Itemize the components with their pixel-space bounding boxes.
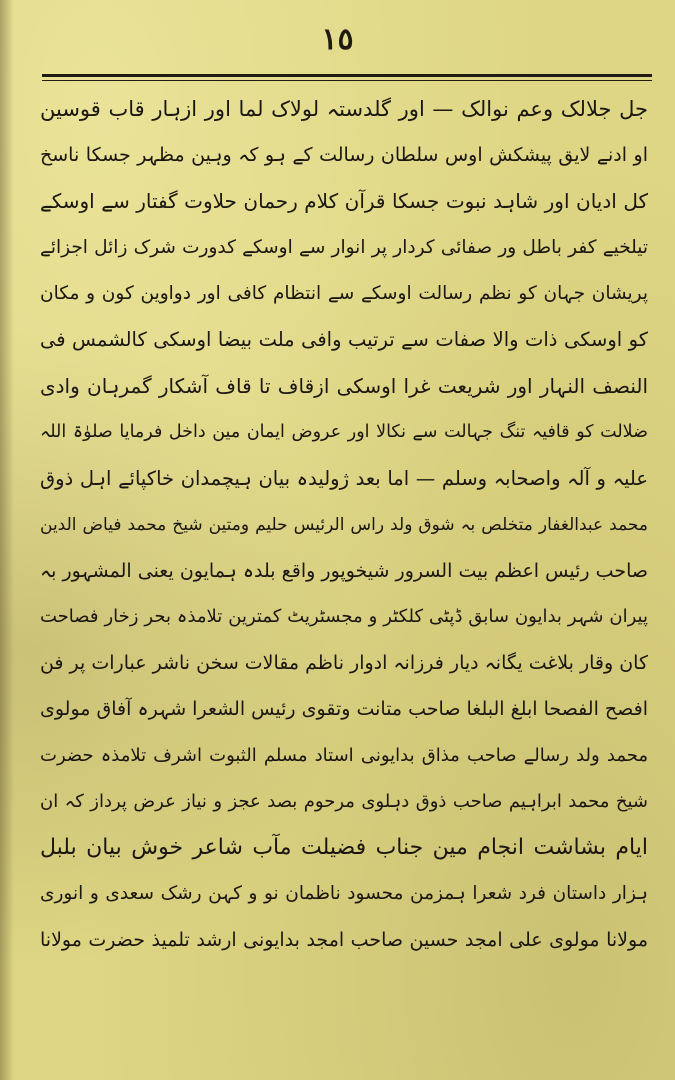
text-line: محمد ولد رسالے صاحب مذاق بدایونی استاد مسلم الثبوت اشرف تلامذہ حضرت [40, 744, 648, 766]
text-line: علیہ و آلہ واصحابہ وسلم — اما بعد ژولیدہ بیان ہیچمدان خاکپائے اہل ذوق [40, 466, 648, 490]
text-line: افصح الفصحا ابلغ البلغا صاحب متانت وتقوی رئیس الشعرا شہرہ آفاق مولوی [40, 698, 648, 721]
text-line: کان وقار بلاغت یگانہ دیار فرزانہ ادوار ناظم مقالات سخن ناشر عبارات پر فن [40, 652, 648, 675]
page-edge-shadow [0, 0, 14, 1080]
header-rule-thick [42, 74, 652, 77]
text-line: پیران شہر بدایون سابق ڈپٹی کلکٹر و مجسٹریٹ کمترین تلامذہ بحر زخار فصاحت [40, 606, 648, 628]
header-rule-thin [42, 80, 652, 81]
text-line: ہزار داستان فرد شعرا ہمزمن محسود ناظمان نو و کہن رشک سعدی و انوری [40, 883, 648, 905]
text-line: پریشان جہان کو نظم رسالت اوسکے سے انتظام کافی اور دواوین کون و مکان [40, 282, 648, 304]
text-line: مولانا مولوی علی امجد حسین صاحب امجد بدایونی ارشد تلمیذ حضرت مولانا [40, 929, 648, 952]
text-line: او ادنے لایق پیشکش اوس سلطان رسالت کے ہو کہ وہین مظہر جسکا ناسخ [40, 144, 648, 167]
text-line: جل جلالک وعم نوالک — اور گلدستہ لولاک لما اور ازہار قاب قوسین [40, 97, 648, 121]
text-line: ایام بشاشت انجام مین جناب فضیلت مآب شاعر خوش بیان بلبل [40, 835, 648, 860]
text-line: النصف النہار اور شریعت غرا اوسکی ازقاف تا قاف آشکار گمرہان وادی [40, 374, 648, 399]
text-line: صاحب رئیس اعظم بیت السرور شیخوپور واقع بلدہ ہمایون یعنی المشہور بہ [40, 559, 648, 582]
body-text [40, 86, 648, 964]
text-line: ضلالت کو قافیہ تنگ جہالت سے نکالا اور عروض ایمان مین داخل فرمایا صلوٰۃ اللہ [40, 422, 648, 443]
text-line: کل ادیان اور شاہد نبوت جسکا قرآن کلام رحمان حلاوت گفتار سے اوسکے [40, 189, 648, 214]
text-line: تیلخیے کفر باطل ور صفائی کردار پر انوار سے اوسکے کدورت شرک زائل اجزائے [40, 236, 648, 258]
text-line: شیخ محمد ابراہیم صاحب ذوق دہلوی مرحوم بصد عجز و نیاز عرض پرداز کہ ان [40, 790, 648, 812]
text-line: محمد عبدالغفار متخلص بہ شوق ولد راس الرئیس حلیم ومتین شیخ محمد فیاض الدین [40, 514, 648, 535]
text-line: کو اوسکی ذات والا صفات سے ترتیب وافی ملت بیضا اوسکی کالشمس فی [40, 327, 648, 351]
page-number: ١٥ [321, 22, 354, 57]
